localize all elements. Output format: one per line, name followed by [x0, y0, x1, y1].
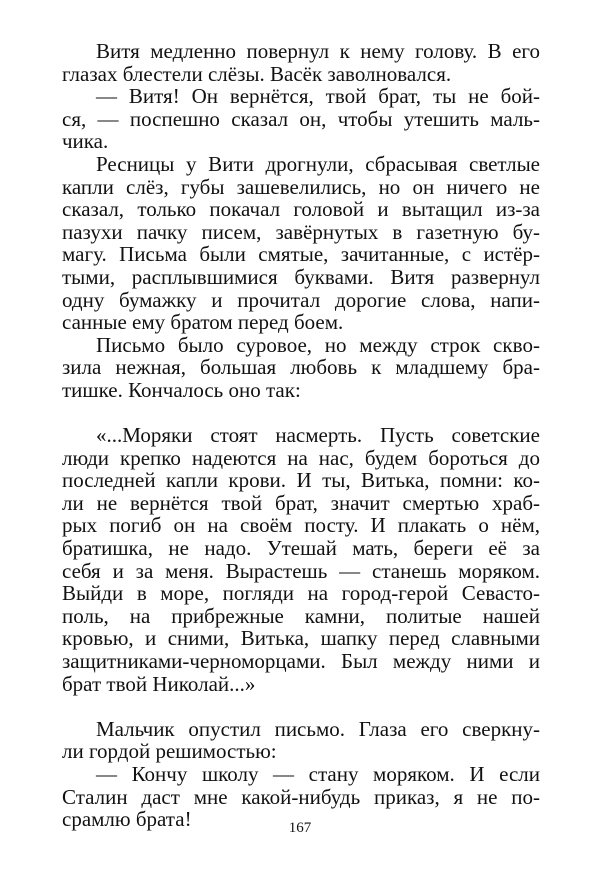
text-line: Ресницы у Вити дрогнули, сбрасывая светлые [96, 151, 540, 176]
text-line: — Кончу школу — стану моряком. И если [96, 762, 540, 786]
text-line: рых погиб он на своём посту. И плакать о нём, [62, 513, 540, 538]
text-line: одну бумажку и прочитал дорогие слова, напи- [62, 287, 540, 312]
page-number: 167 [288, 820, 312, 836]
text-line: Сталин даст мне какой-нибудь приказ, я не по- [62, 784, 540, 809]
paragraph [62, 40, 540, 85]
text-line: чика. [62, 129, 109, 154]
text-line: люди крепко надеются на нас, будем бороться до [62, 445, 540, 470]
text-line: поль, на прибрежные камни, политые нашей [62, 603, 540, 628]
blank-line [62, 695, 540, 718]
text-line: Письмо было суровое, но между строк сквo- [96, 332, 540, 357]
text-line: брат твой Николай...» [62, 671, 256, 696]
text-line: себя и за меня. Вырастешь — станешь моряком. [62, 558, 540, 583]
paragraph [62, 153, 540, 334]
text-line: «...Моряки стоят насмерть. Пусть советские [96, 423, 540, 448]
text-line: тишке. Кончалось оно так: [62, 377, 301, 402]
text-line: ли не вернётся твой брат, значит смертью храб- [62, 490, 540, 515]
blank-line [62, 402, 540, 425]
text-line: срамлю брата! [62, 807, 192, 832]
page-text [62, 40, 540, 831]
text-line: — Витя! Он вернётся, твой брат, ты не бой- [96, 84, 540, 109]
text-line: последней капли крови. И ты, Витька, помни: ко- [62, 468, 540, 493]
text-line: ли гордой решимостью: [62, 739, 277, 764]
text-line: Витя медленно повернул к нему голову. В его [96, 39, 540, 63]
letter-quote [62, 424, 540, 695]
paragraph [62, 334, 540, 402]
text-line: сказал, только покачал головой и вытащил из-за [62, 197, 540, 222]
text-line: зила нежная, большая любовь к младшему бра- [62, 355, 540, 380]
paragraph [62, 85, 540, 153]
text-line: Мальчик опустил письмо. Глаза его сверкну- [96, 716, 540, 741]
paragraph [62, 718, 540, 763]
text-line: капли слёз, губы зашевелились, но он ничего не [62, 174, 540, 199]
text-line: братишка, не надо. Утешай мать, береги её за [62, 536, 540, 561]
text-line: магу. Письма были смятые, зачитанные, с истёр- [62, 242, 540, 267]
text-line: ся, — поспешно сказал он, чтобы утешить маль- [62, 106, 540, 131]
text-line: кровью, и сними, Витька, шапку перед славными [62, 626, 540, 651]
text-line: пазухи пачку писем, завёрнутых в газетную бу- [62, 219, 540, 244]
text-line: тыми, расплывшимися буквами. Витя развернул [62, 264, 540, 289]
text-line: Выйди в море, погляди на город-герой Севасто- [62, 581, 540, 606]
text-line: защитниками-черноморцами. Был между ними и [62, 649, 540, 674]
text-line: глазах блестели слёзы. Васёк заволновался. [62, 61, 452, 86]
text-line: санные ему братом перед боем. [62, 310, 344, 335]
